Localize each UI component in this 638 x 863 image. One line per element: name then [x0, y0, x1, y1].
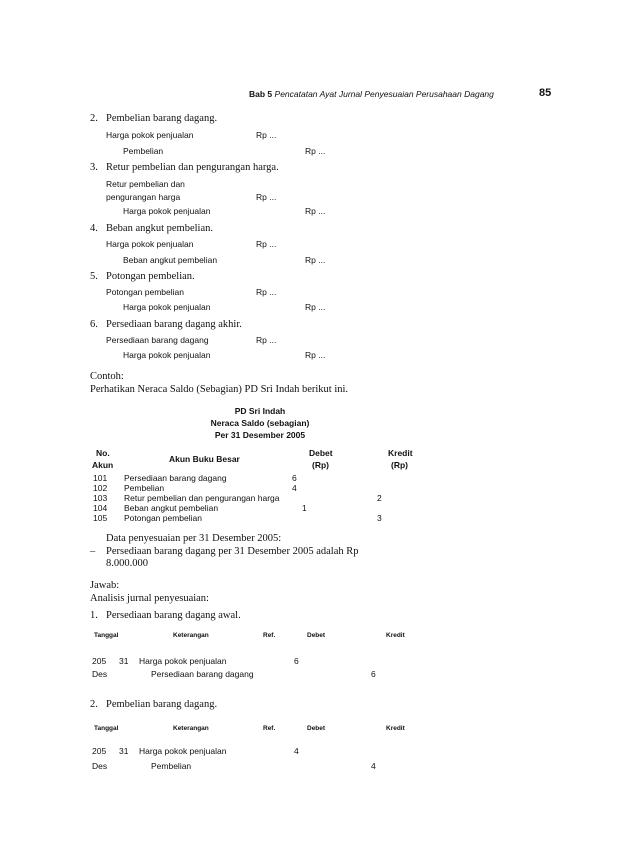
journal-year: 205 — [92, 746, 107, 756]
journal-col-credit: Kredit — [386, 725, 405, 732]
col-header-credit-unit: (Rp) — [391, 460, 408, 470]
item-number: 3. — [90, 162, 98, 173]
debit-account: Harga pokok penjualan — [106, 130, 194, 140]
journal-number: 1. — [90, 610, 98, 621]
example-intro: Perhatikan Neraca Saldo (Sebagian) PD Sri Indah berikut ini. — [90, 384, 349, 395]
credit-account: Harga pokok penjualan — [123, 302, 211, 312]
journal-col-credit: Kredit — [386, 632, 405, 639]
adjustment-line2: 8.000.000 — [106, 558, 148, 569]
journal-col-desc: Keterangan — [173, 725, 209, 732]
item-title: Beban angkut pembelian. — [106, 223, 214, 234]
journal-number: 2. — [90, 699, 98, 710]
item-title: Persediaan barang dagang akhir. — [106, 319, 242, 330]
journal-month: Des — [92, 669, 108, 679]
item-title: Pembelian barang dagang. — [106, 113, 218, 124]
row-account: Beban angkut pembelian — [124, 503, 219, 513]
debit-account-line1: Retur pembelian dan — [106, 179, 185, 189]
journal-col-desc: Keterangan — [173, 632, 209, 639]
row-no: 103 — [93, 493, 108, 503]
credit-amount: Rp ... — [305, 350, 326, 360]
journal-year: 205 — [92, 656, 107, 666]
credit-amount: Rp ... — [305, 302, 326, 312]
journal-day: 31 — [119, 656, 129, 666]
table-title-name: Neraca Saldo (sebagian) — [210, 418, 310, 428]
journal-credit-account: Pembelian — [151, 761, 192, 771]
adjustment-dash: – — [90, 546, 96, 557]
chapter-title: Pencatatan Ayat Jurnal Penyesuaian Perusahaan Dagang — [274, 89, 494, 99]
example-label: Contoh: — [90, 371, 124, 382]
table-title-company: PD Sri Indah — [234, 406, 286, 416]
journal-col-date: Tanggal — [94, 632, 119, 639]
credit-account: Beban angkut pembelian — [123, 255, 218, 265]
adjustment-line1: Persediaan barang dagang per 31 Desember 2005 adalah Rp — [106, 546, 359, 557]
answer-label: Jawab: — [90, 580, 120, 591]
journal-credit-value: 6 — [371, 669, 376, 679]
journal-credit-account: Persediaan barang dagang — [151, 669, 254, 679]
debit-amount: Rp ... — [256, 130, 277, 140]
chapter-label: Bab 5 — [249, 89, 273, 99]
journal-col-ref: Ref. — [263, 725, 276, 732]
item-number: 2. — [90, 113, 98, 124]
debit-account: Potongan pembelian — [106, 287, 184, 297]
analysis-label: Analisis jurnal penyesuaian: — [90, 593, 209, 604]
journal-debit-account: Harga pokok penjualan — [139, 656, 227, 666]
debit-amount: Rp ... — [256, 192, 277, 202]
adjustment-label: Data penyesuaian per 31 Desember 2005: — [106, 533, 282, 544]
row-no: 104 — [93, 503, 108, 513]
journal-col-debit: Debet — [307, 725, 326, 732]
row-account: Potongan pembelian — [124, 513, 202, 523]
credit-amount: Rp ... — [305, 255, 326, 265]
running-header — [249, 89, 494, 99]
row-no: 105 — [93, 513, 108, 523]
item-number: 6. — [90, 319, 98, 330]
credit-amount: Rp ... — [305, 146, 326, 156]
row-credit: 2 — [377, 493, 382, 503]
debit-account: Persediaan barang dagang — [106, 335, 209, 345]
row-credit: 3 — [377, 513, 382, 523]
journal-col-date: Tanggal — [94, 725, 119, 732]
page-number: 85 — [539, 87, 552, 99]
debit-amount: Rp ... — [256, 287, 277, 297]
col-header-no: No. — [96, 448, 110, 458]
row-no: 102 — [93, 483, 108, 493]
item-title: Potongan pembelian. — [106, 271, 195, 282]
col-header-debit-unit: (Rp) — [312, 460, 329, 470]
row-debit: 4 — [292, 483, 297, 493]
credit-account: Harga pokok penjualan — [123, 350, 211, 360]
item-number: 4. — [90, 223, 98, 234]
journal-debit-value: 4 — [294, 746, 299, 756]
journal-debit-account: Harga pokok penjualan — [139, 746, 227, 756]
debit-amount: Rp ... — [256, 335, 277, 345]
row-debit: 1 — [302, 503, 307, 513]
journal-credit-value: 4 — [371, 761, 376, 771]
row-no: 101 — [93, 473, 108, 483]
credit-account: Pembelian — [123, 146, 164, 156]
journal-month: Des — [92, 761, 108, 771]
debit-account-line2: pengurangan harga — [106, 192, 181, 202]
row-account: Pembelian — [124, 483, 165, 493]
journal-day: 31 — [119, 746, 129, 756]
col-header-debit: Debet — [309, 448, 333, 458]
item-number: 5. — [90, 271, 98, 282]
journal-title: Persediaan barang dagang awal. — [106, 610, 241, 621]
item-title: Retur pembelian dan pengurangan harga. — [106, 162, 279, 173]
row-account: Persediaan barang dagang — [124, 473, 227, 483]
row-debit: 6 — [292, 473, 297, 483]
journal-debit-value: 6 — [294, 656, 299, 666]
journal-col-ref: Ref. — [263, 632, 276, 639]
credit-amount: Rp ... — [305, 206, 326, 216]
col-header-account: Akun Buku Besar — [169, 454, 240, 464]
debit-account: Harga pokok penjualan — [106, 239, 194, 249]
col-header-akun: Akun — [92, 460, 114, 470]
col-header-credit: Kredit — [388, 448, 413, 458]
credit-account: Harga pokok penjualan — [123, 206, 211, 216]
debit-amount: Rp ... — [256, 239, 277, 249]
table-title-date: Per 31 Desember 2005 — [214, 430, 306, 440]
journal-col-debit: Debet — [307, 632, 326, 639]
journal-title: Pembelian barang dagang. — [106, 699, 218, 710]
row-account: Retur pembelian dan pengurangan harga — [124, 493, 280, 503]
